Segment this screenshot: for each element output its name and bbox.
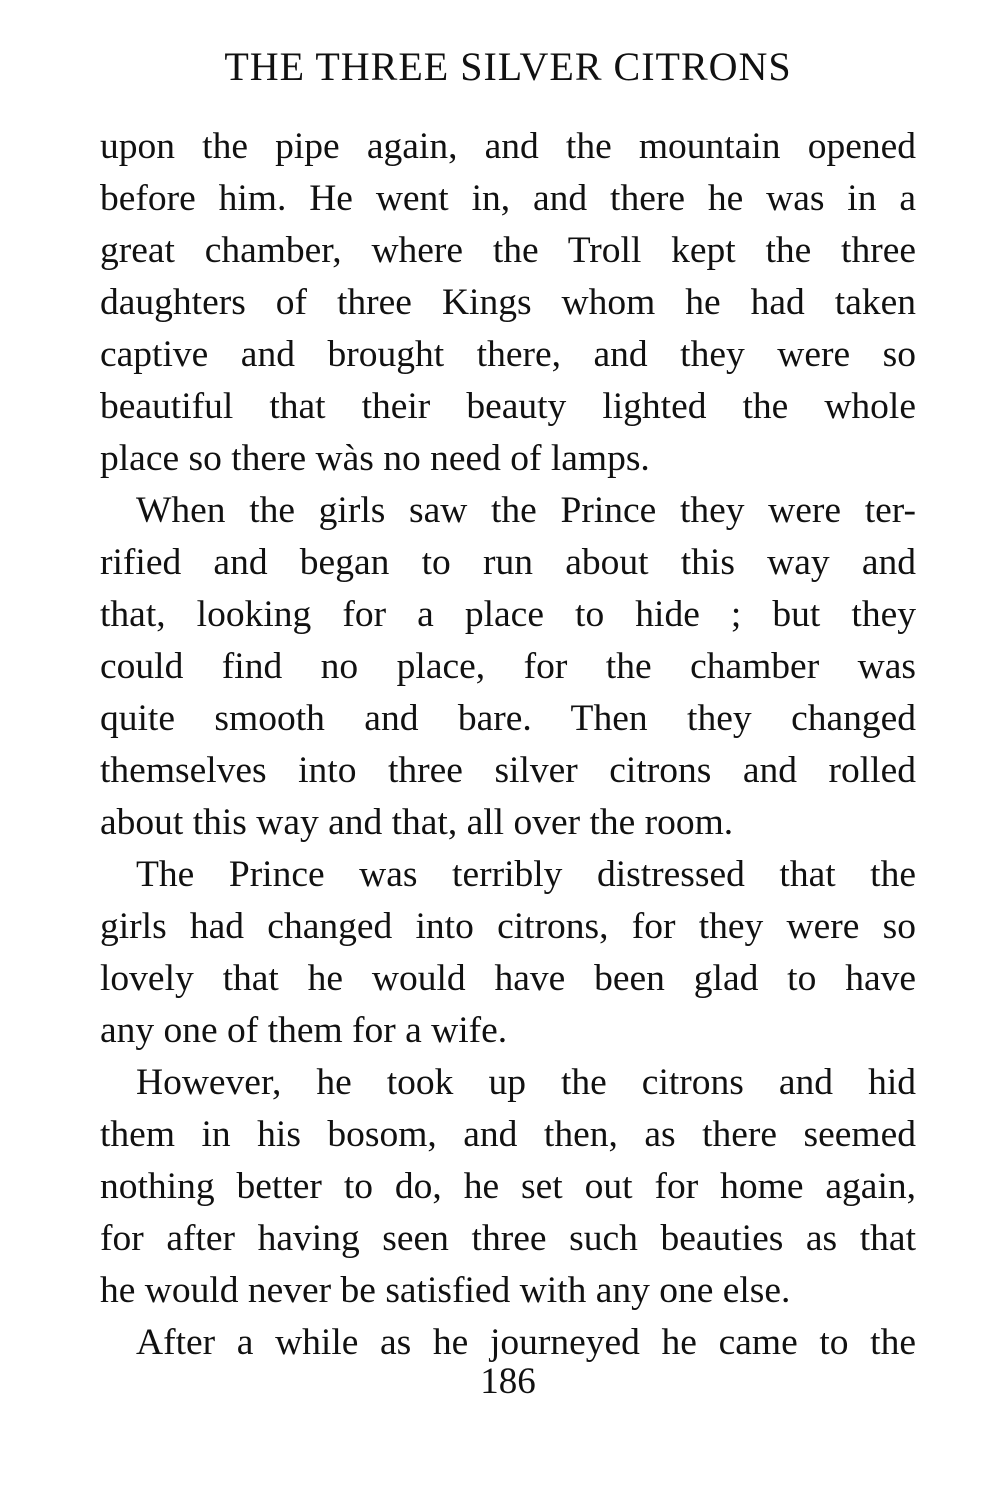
- body-text: [100, 121, 916, 1369]
- text-line: before him. He went in, and there he was in a: [100, 178, 916, 219]
- text-line: them in his bosom, and then, as there seemed: [100, 1114, 916, 1155]
- text-line: beautiful that their beauty lighted the whole: [100, 386, 916, 427]
- text-line: nothing better to do, he set out for home again,: [100, 1166, 916, 1207]
- text-line: When the girls saw the Prince they were ter-: [136, 490, 916, 531]
- text-line: great chamber, where the Troll kept the three: [100, 230, 916, 271]
- text-line: he would never be satisfied with any one else.: [100, 1270, 791, 1311]
- text-line: for after having seen three such beauties as that: [100, 1218, 916, 1259]
- text-line: quite smooth and bare. Then they changed: [100, 698, 916, 739]
- text-line: upon the pipe again, and the mountain opened: [100, 126, 916, 167]
- text-line: captive and brought there, and they were so: [100, 334, 916, 375]
- text-line: daughters of three Kings whom he had taken: [100, 282, 916, 323]
- text-line: place so there wàs no need of lamps.: [100, 438, 650, 479]
- text-line: The Prince was terribly distressed that the: [136, 854, 916, 895]
- text-line: about this way and that, all over the room.: [100, 802, 734, 843]
- text-line: rified and began to run about this way and: [100, 542, 916, 583]
- text-line: any one of them for a wife.: [100, 1010, 508, 1051]
- text-line: girls had changed into citrons, for they were so: [100, 906, 916, 947]
- text-line: lovely that he would have been glad to have: [100, 958, 916, 999]
- text-line: themselves into three silver citrons and rolled: [100, 750, 916, 791]
- text-line: After a while as he journeyed he came to the: [136, 1322, 916, 1363]
- text-line: could find no place, for the chamber was: [100, 646, 916, 687]
- page-number: 186: [480, 1361, 536, 1402]
- running-head: THE THREE SILVER CITRONS: [224, 44, 792, 89]
- text-line: that, looking for a place to hide ; but they: [100, 594, 916, 635]
- text-line: However, he took up the citrons and hid: [136, 1062, 916, 1103]
